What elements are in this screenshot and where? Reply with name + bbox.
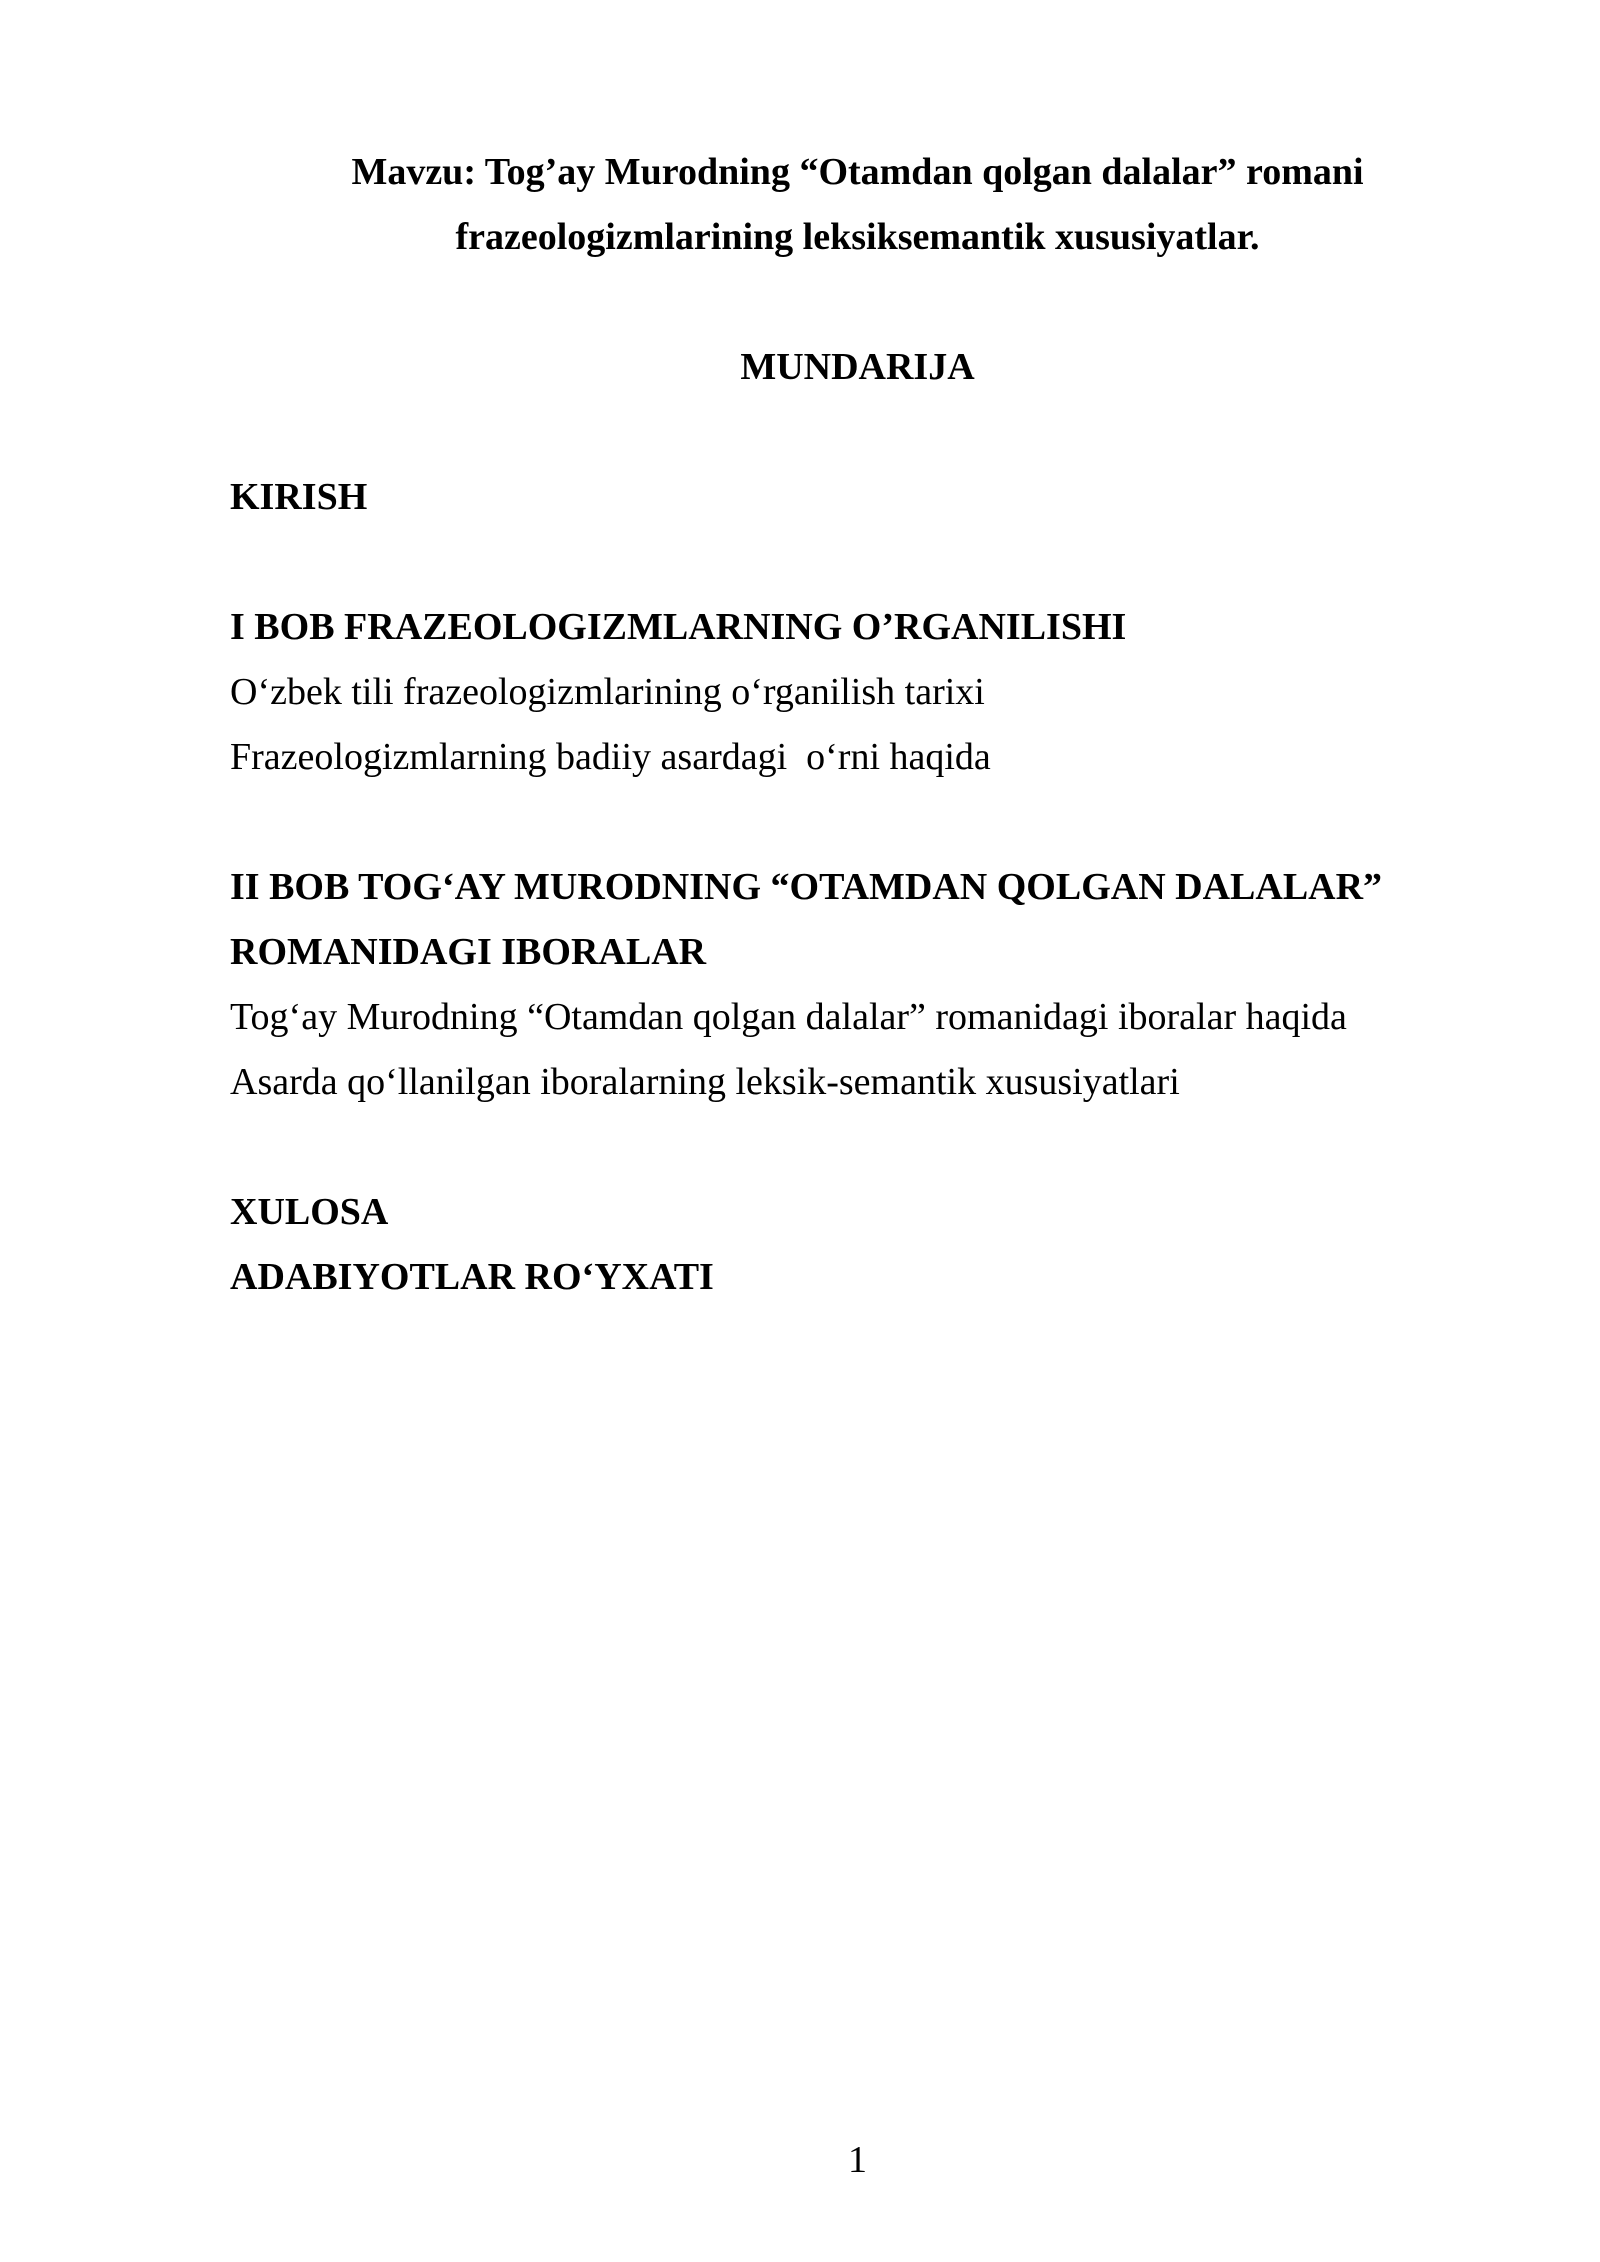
section-adabiyotlar: ADABIYOTLAR ROʻYXATI: [230, 1256, 714, 1298]
section-kirish: KIRISH: [230, 476, 368, 518]
chapter2-heading-line-2: ROMANIDAGI IBORALAR: [230, 931, 707, 973]
chapter1-heading: I BOB FRAZEOLOGIZMLARNING O’RGANILISHI: [230, 606, 1127, 648]
section-xulosa: XULOSA: [230, 1191, 389, 1233]
blank-line: [230, 530, 1485, 595]
chapter2-item-1: Togʻay Murodning “Otamdan qolgan dalalar” romanidagi iboralar haqida: [230, 996, 1347, 1038]
blank-line: [230, 400, 1485, 465]
title-line-1: Mavzu: Tog’ay Murodning “Otamdan qolgan dalalar” romani: [351, 151, 1364, 193]
page-number: 1: [848, 2139, 867, 2181]
title-line-2: frazeologizmlarining leksiksemantik xususiyatlar.: [455, 216, 1260, 258]
document-content: [230, 140, 1485, 1310]
chapter2-heading-line-1: II BOB TOGʻAY MURODNING “OTAMDAN QOLGAN DALALAR”: [230, 866, 1383, 908]
blank-line: [230, 790, 1485, 855]
chapter1-item-2: Frazeologizmlarning badiiy asardagi oʻrni haqida: [230, 736, 991, 778]
blank-line: [230, 1115, 1485, 1180]
blank-line: [230, 270, 1485, 335]
toc-heading: MUNDARIJA: [740, 346, 975, 388]
chapter2-item-2: Asarda qoʻllanilgan iboralarning leksik-semantik xususiyatlari: [230, 1061, 1180, 1103]
chapter1-item-1: Oʻzbek tili frazeologizmlarining oʻrganilish tarixi: [230, 671, 985, 713]
